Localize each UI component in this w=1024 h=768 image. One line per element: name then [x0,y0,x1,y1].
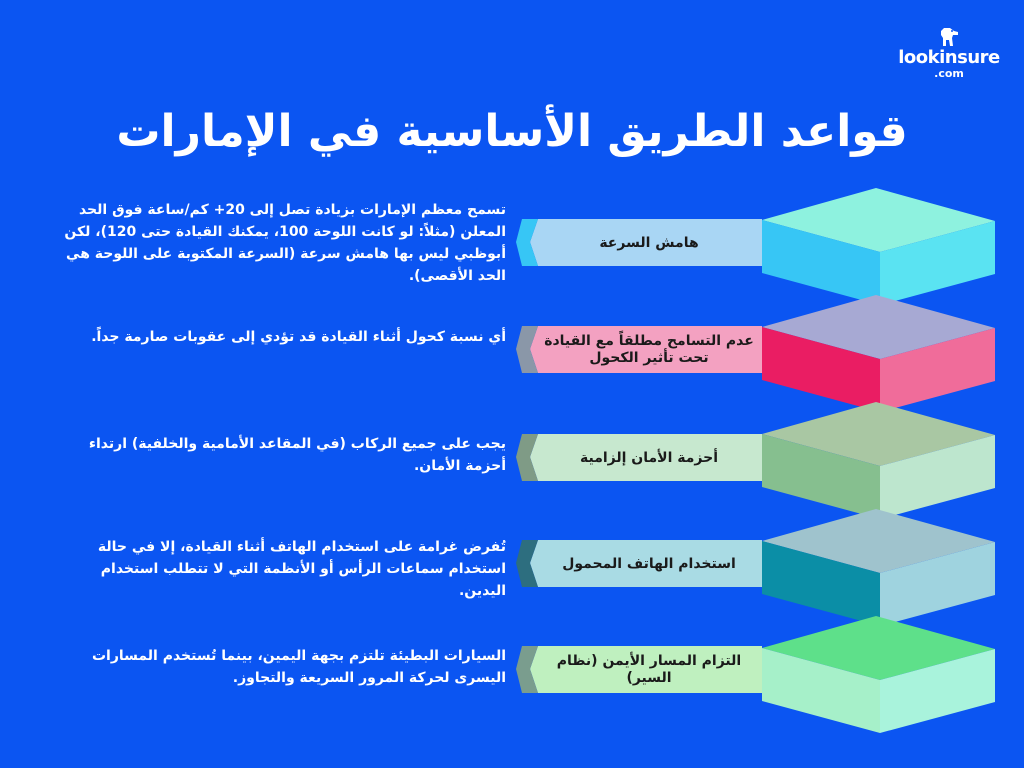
rule-label-zero-alcohol: عدم التسامح مطلقاً مع القيادة تحت تأثير الكحول [544,333,754,366]
rule-description: يجب على جميع الركاب (في المقاعد الأمامية والخلفية) ارتداء أحزمة الأمان. [88,436,506,474]
brand-name: lookinsure [898,47,1000,68]
rule-label-speed-buffer: هامش السرعة [599,234,699,251]
rule-description: تُفرض غرامة على استخدام الهاتف أثناء القيادة، إلا في حالة استخدام سماعات الرأس أو الأنظمة التي لا تتطلب استخدام اليدين. [97,539,506,599]
rule-label-mobile-phone: استخدام الهاتف المحمول [562,555,736,572]
brand-tld: .com [934,67,964,80]
page-title: قواعد الطريق الأساسية في الإمارات [116,106,908,157]
rule-label-right-lane: التزام المسار الأيمن (نظام السير) [556,653,742,686]
rule-description: أي نسبة كحول أثناء القيادة قد تؤدي إلى عقوبات صارمة جداً. [91,329,506,345]
rule-description: تسمح معظم الإمارات بزيادة تصل إلى 20+ كم/ساعة فوق الحد المعلن (مثلاً: لو كانت اللوحة 100، يمكنك القيادة حتى 120)، لكن أبوظبي ليس بها هامش سرعة (السرعة المكتوبة على اللوحة هي الحد الأقصى). [64,202,506,284]
rule-description: السيارات البطيئة تلتزم بجهة اليمين، بينما تُستخدم المسارات اليسرى لحركة المرور السريعة والتجاوز. [91,648,506,686]
rule-label-seatbelts: أحزمة الأمان إلزامية [579,449,719,466]
